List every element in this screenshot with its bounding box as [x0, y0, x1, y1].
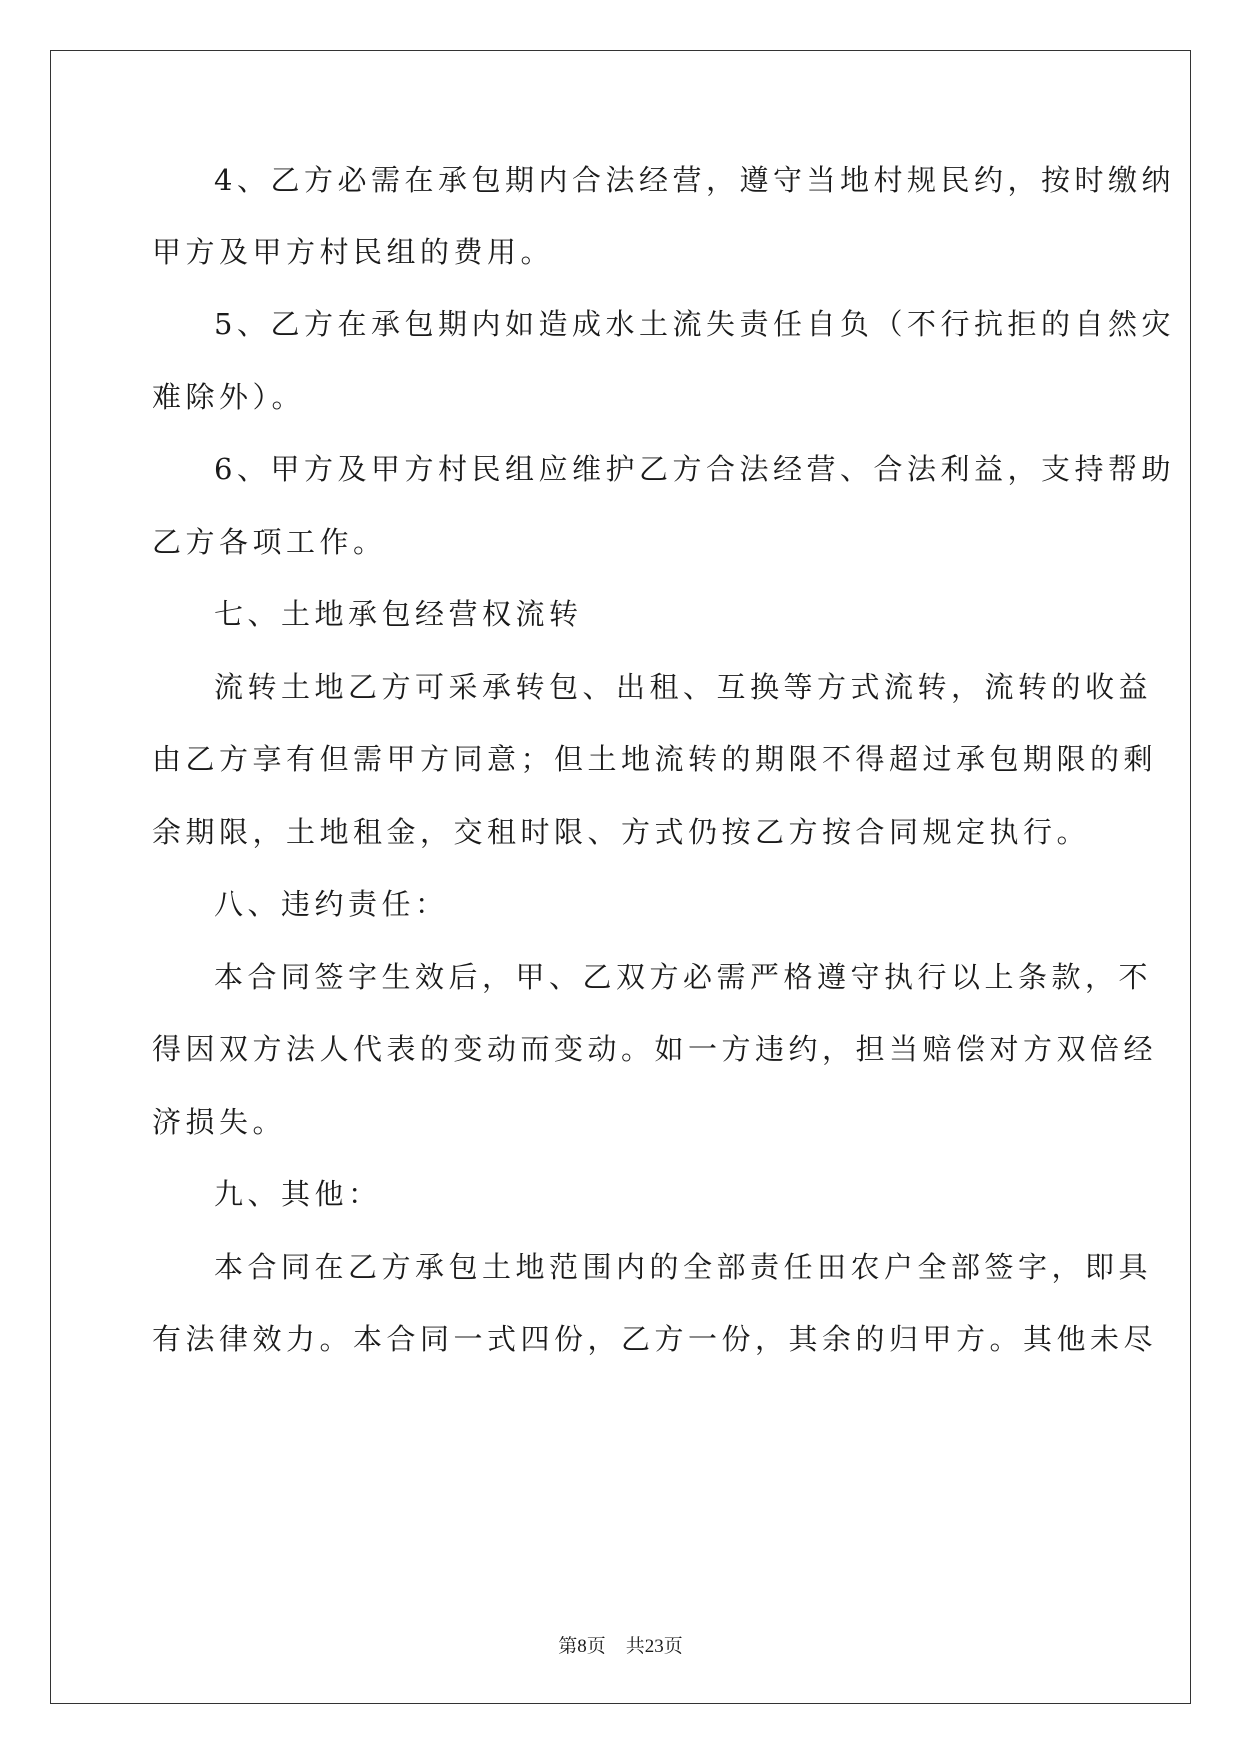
- paragraph-line: 本合同签字生效后，甲、乙双方必需严格遵守执行以上条款，不: [214, 960, 1153, 994]
- paragraph-line: 济损失。: [152, 1105, 287, 1139]
- total-prefix: 共: [625, 1635, 645, 1657]
- paragraph-line: 得因双方法人代表的变动而变动。如一方违约，担当赔偿对方双倍经: [152, 1032, 1158, 1066]
- paragraph-line: 甲方及甲方村民组的费用。: [152, 235, 555, 269]
- paragraph-line: 4、乙方必需在承包期内合法经营，遵守当地村规民约，按时缴纳: [214, 163, 1175, 197]
- total-pages: 23: [644, 1636, 664, 1657]
- paragraph-line: 有法律效力。本合同一式四份，乙方一份，其余的归甲方。其他未尽: [152, 1322, 1158, 1356]
- paragraph-line: 难除外）。: [152, 380, 306, 414]
- paragraph-line: 由乙方享有但需甲方同意；但土地流转的期限不得超过承包期限的剩: [152, 742, 1158, 776]
- paragraph-line: 流转土地乙方可采承转包、出租、互换等方式流转，流转的收益: [214, 670, 1153, 704]
- paragraph-line: 5、乙方在承包期内如造成水土流失责任自负（不行抗拒的自然灾: [214, 307, 1175, 341]
- paragraph-line: 乙方各项工作。: [152, 525, 387, 559]
- page-border: [50, 50, 1191, 1704]
- section-heading: 七、土地承包经营权流转: [214, 597, 583, 631]
- paragraph-line: 本合同在乙方承包土地范围内的全部责任田农户全部签字，即具: [214, 1250, 1153, 1284]
- page-footer: [0, 1634, 1241, 1659]
- page-number: 8: [577, 1636, 587, 1657]
- section-heading: 九、其他：: [214, 1177, 382, 1211]
- paragraph-line: 6、甲方及甲方村民组应维护乙方合法经营、合法利益，支持帮助: [214, 452, 1175, 486]
- page-prefix: 第: [558, 1635, 578, 1657]
- section-heading: 八、违约责任：: [214, 887, 449, 921]
- paragraph-line: 余期限，土地租金，交租时限、方式仍按乙方按合同规定执行。: [152, 815, 1091, 849]
- total-suffix: 页: [663, 1635, 683, 1657]
- page-suffix: 页: [586, 1635, 606, 1657]
